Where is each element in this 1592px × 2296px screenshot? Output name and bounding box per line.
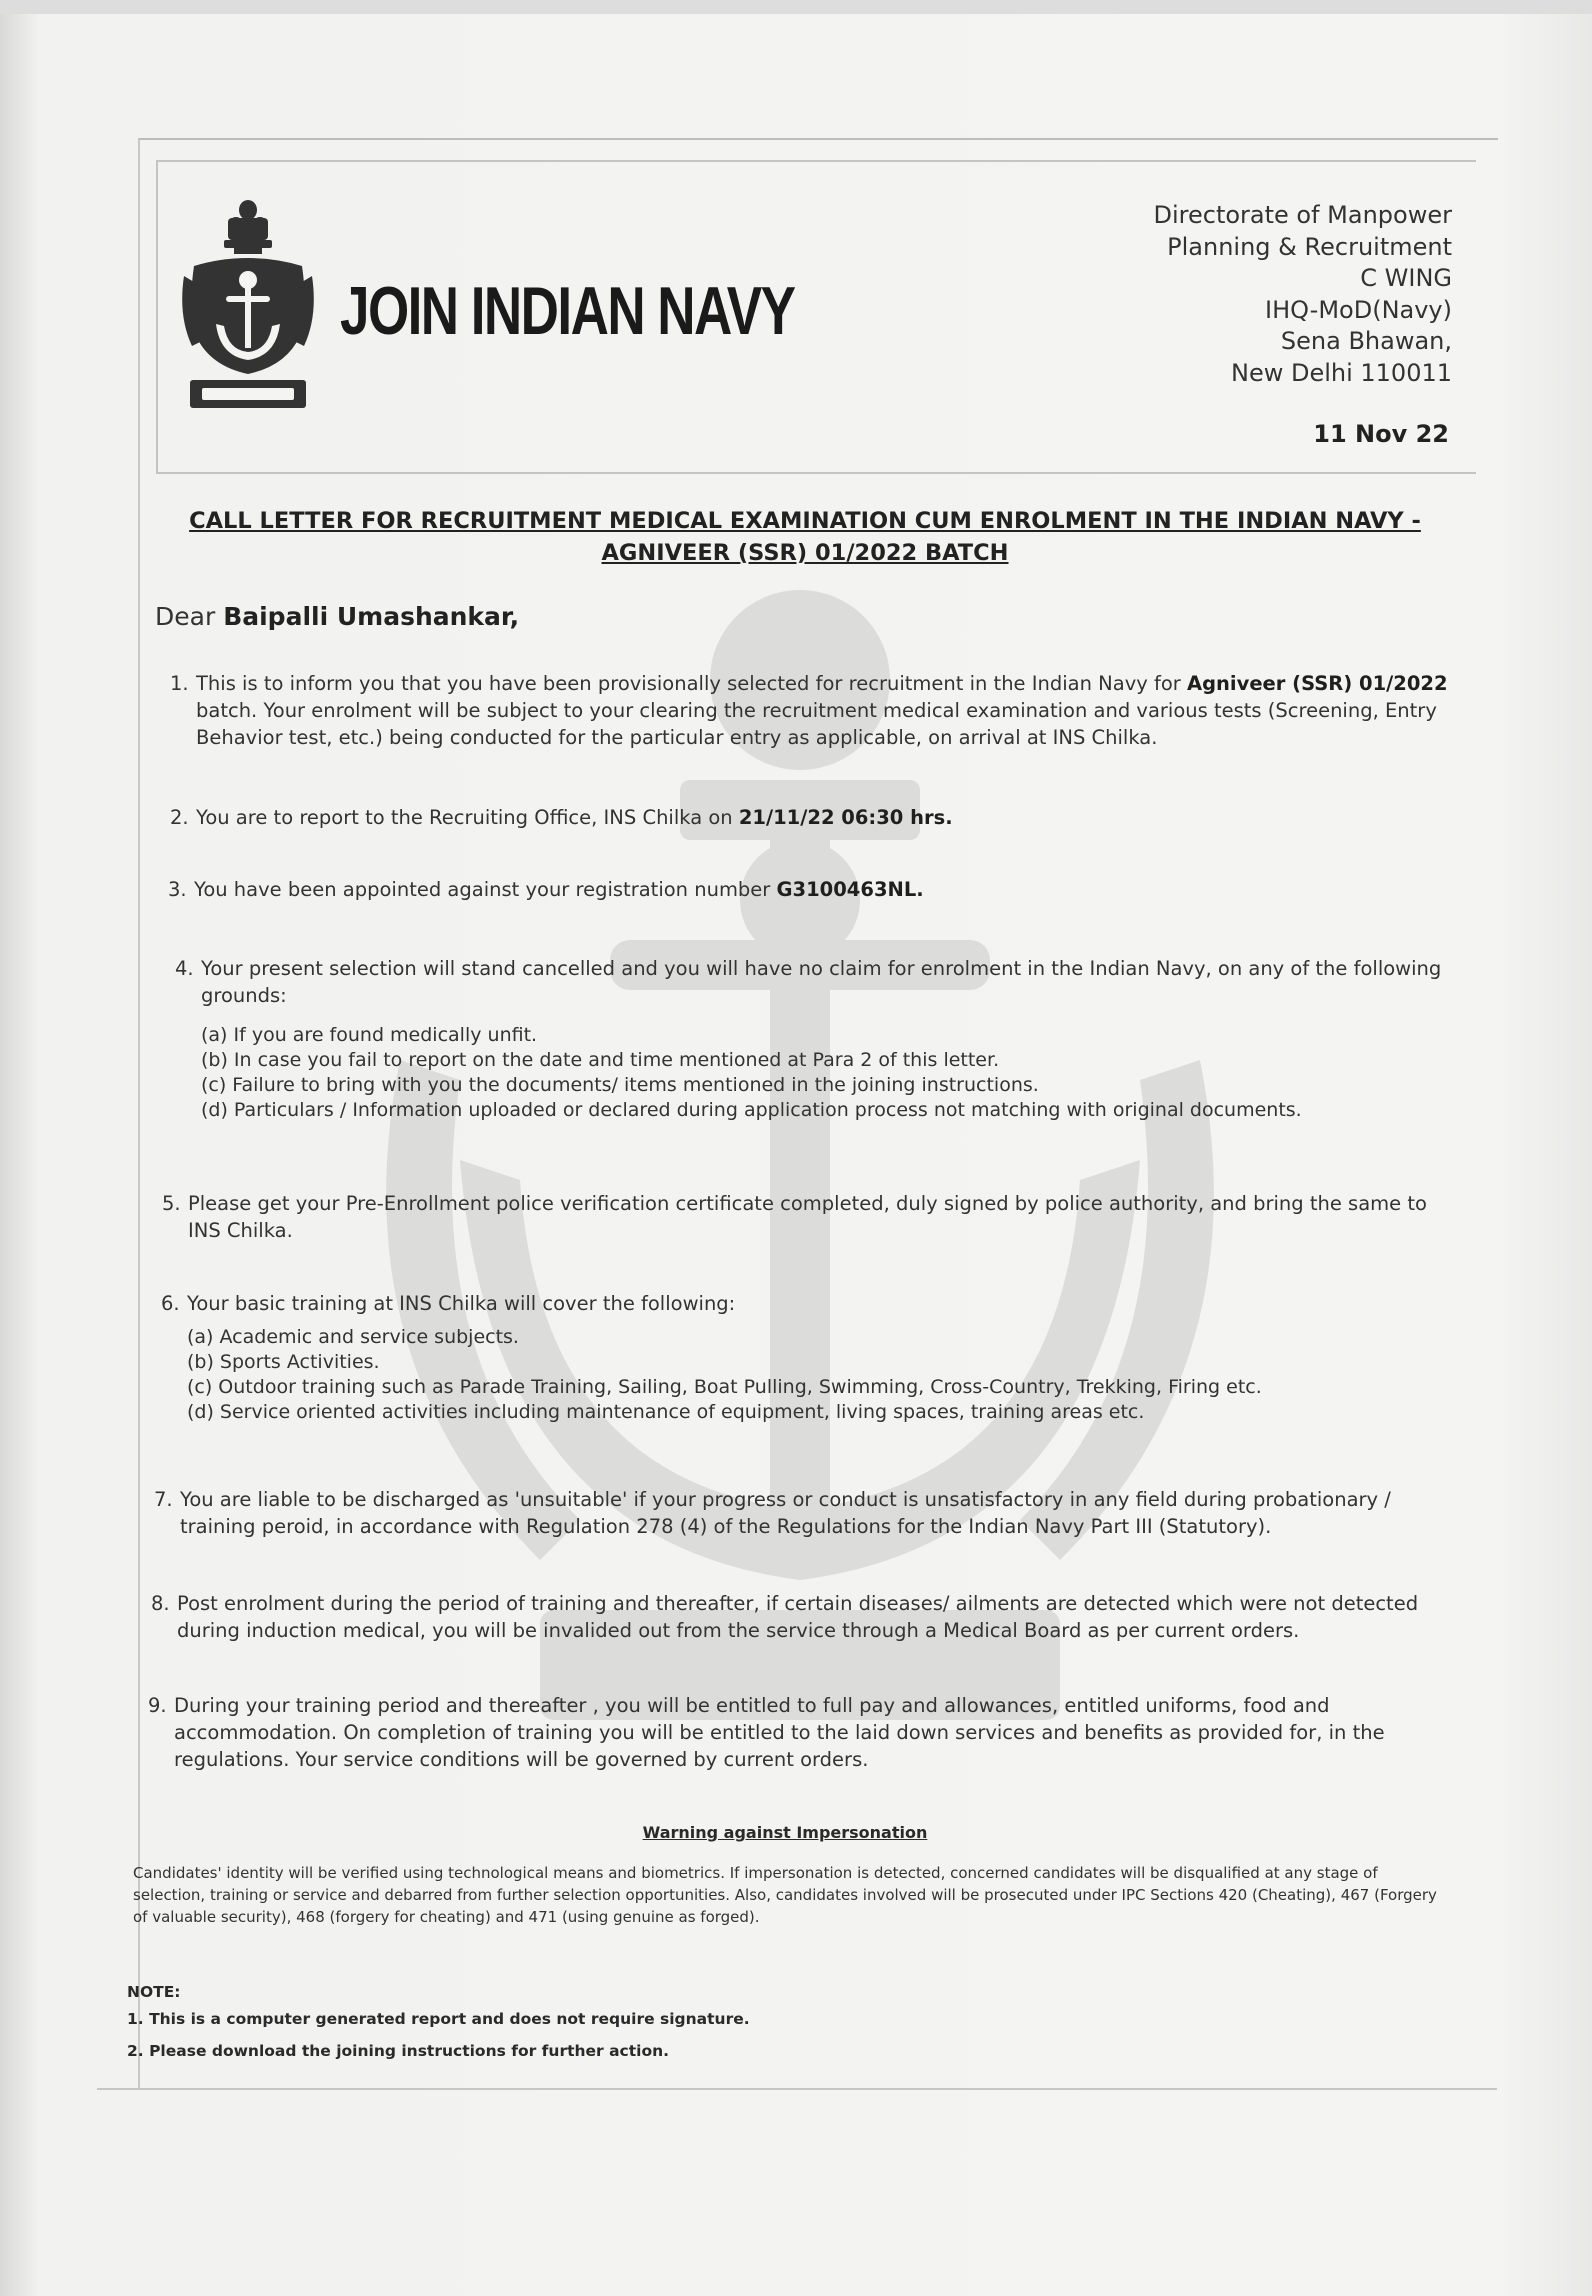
para-1 — [170, 670, 1458, 751]
para-number: 1. — [170, 672, 189, 695]
para-text: Please get your Pre-Enrollment police verification certificate completed, duly signed by police authority, and bring the same to INS Chilka. — [188, 1192, 1427, 1242]
para-text: Your basic training at INS Chilka will cover the following: — [187, 1292, 736, 1315]
note-item: 1. This is a computer generated report and does not require signature. — [127, 2010, 750, 2028]
para-3 — [168, 876, 1456, 903]
office-address — [1154, 200, 1453, 389]
training-list — [187, 1325, 1455, 1425]
address-line: New Delhi 110011 — [1230, 358, 1452, 387]
para-number: 3. — [168, 878, 187, 901]
list-item: (c) Outdoor training such as Parade Training, Sailing, Boat Pulling, Swimming, Cross-Country, Trekking, Firing etc. — [187, 1376, 1262, 1398]
list-item: (a) Academic and service subjects. — [187, 1326, 519, 1348]
scan-edge — [0, 0, 1592, 14]
list-item: (a) If you are found medically unfit. — [201, 1024, 538, 1046]
address-line: IHQ-MoD(Navy) — [1264, 295, 1452, 324]
letter-date: 11 Nov 22 — [1313, 420, 1449, 448]
batch-name: Agniveer (SSR) 01/2022 — [1187, 672, 1448, 695]
para-number: 5. — [162, 1192, 181, 1215]
salutation-prefix: Dear — [155, 602, 224, 631]
list-item: (b) In case you fail to report on the date and time mentioned at Para 2 of this letter. — [201, 1049, 1000, 1071]
para-text: During your training period and thereafter , you will be entitled to full pay and allowances, entitled uniforms, food and accommodation. On completion of training you will be entitled to the laid down services and benefits as provided for, in the regulations. Your service conditions will be governed by current orders. — [174, 1694, 1385, 1771]
brand-title: JOIN INDIAN NAVY — [340, 273, 795, 349]
para-4 — [175, 955, 1451, 1123]
para-2 — [170, 804, 1458, 831]
list-item: (d) Service oriented activities including maintenance of equipment, living spaces, training areas etc. — [187, 1401, 1145, 1423]
para-text: You are to report to the Recruiting Office, INS Chilka on — [196, 806, 739, 829]
address-line: Directorate of Manpower — [1153, 201, 1452, 229]
para-6 — [161, 1290, 1455, 1425]
para-number: 7. — [154, 1488, 173, 1511]
list-item: (c) Failure to bring with you the documents/ items mentioned in the joining instructions. — [201, 1074, 1039, 1096]
letter-title — [150, 505, 1460, 569]
list-item: (d) Particulars / Information uploaded or declared during application process not matching with original documents. — [201, 1099, 1302, 1121]
para-5 — [162, 1190, 1456, 1244]
para-7 — [154, 1486, 1454, 1540]
para-text: Post enrolment during the period of training and thereafter, if certain diseases/ ailments are detected which were not detected during induction medical, you will be invalided out from the service through a Medical Board as per current orders. — [177, 1592, 1419, 1642]
indian-navy-emblem-logo — [180, 196, 316, 410]
para-9 — [148, 1692, 1454, 1773]
para-8 — [151, 1590, 1453, 1644]
note-item: 2. Please download the joining instructions for further action. — [127, 2042, 670, 2060]
para-number: 9. — [148, 1694, 167, 1717]
title-line-2: AGNIVEER (SSR) 01/2022 BATCH — [601, 540, 1009, 566]
title-line-1: CALL LETTER FOR RECRUITMENT MEDICAL EXAMINATION CUM ENROLMENT IN THE INDIAN NAVY - — [189, 508, 1421, 534]
bottom-divider — [97, 2088, 1497, 2090]
para-number: 6. — [161, 1292, 180, 1315]
address-line: C WING — [1360, 264, 1452, 292]
para-number: 2. — [170, 806, 189, 829]
warning-heading: Warning against Impersonation — [642, 1823, 928, 1842]
para-text: You have been appointed against your registration number — [194, 878, 777, 901]
warning-text: Candidates' identity will be verified using technological means and biometrics. If impersonation is detected, concerned candidates will be disqualified at any stage of selection, training or service and debarred from further selection opportunities. Also, candidates involved will be prosecuted under IPC Sections 420 (Cheating), 467 (Forgery of valuable security), 468 (forgery for cheating) and 471 (using genuine as forged). — [133, 1864, 1437, 1926]
para-text: batch. Your enrolment will be subject to your clearing the recruitment medical examination and various tests (Screening, Entry Behavior test, etc.) being conducted for the particular entry as applicable, on arrival at INS Chilka. — [196, 699, 1437, 749]
note-heading: NOTE: — [127, 1983, 181, 2001]
salutation — [155, 602, 519, 631]
registration-number: G3100463NL. — [776, 878, 924, 901]
report-datetime: 21/11/22 06:30 hrs. — [738, 806, 953, 829]
address-line: Sena Bhawan, — [1280, 327, 1452, 355]
grounds-list — [201, 1023, 1451, 1123]
list-item: (b) Sports Activities. — [187, 1351, 380, 1373]
para-number: 8. — [151, 1592, 170, 1615]
para-number: 4. — [175, 957, 194, 980]
para-text: You are liable to be discharged as 'unsuitable' if your progress or conduct is unsatisfactory in any field during probationary / training peroid, in accordance with Regulation 278 (4) of the Regulations for the Indian Navy Part III (Statutory). — [180, 1488, 1391, 1538]
address-line: Planning & Recruitment — [1167, 232, 1452, 261]
para-text: This is to inform you that you have been provisionally selected for recruitment in the Indian Navy for — [196, 672, 1187, 695]
candidate-name: Baipalli Umashankar, — [223, 602, 520, 631]
para-text: Your present selection will stand cancelled and you will have no claim for enrolment in the Indian Navy, on any of the following grounds: — [201, 957, 1442, 1007]
